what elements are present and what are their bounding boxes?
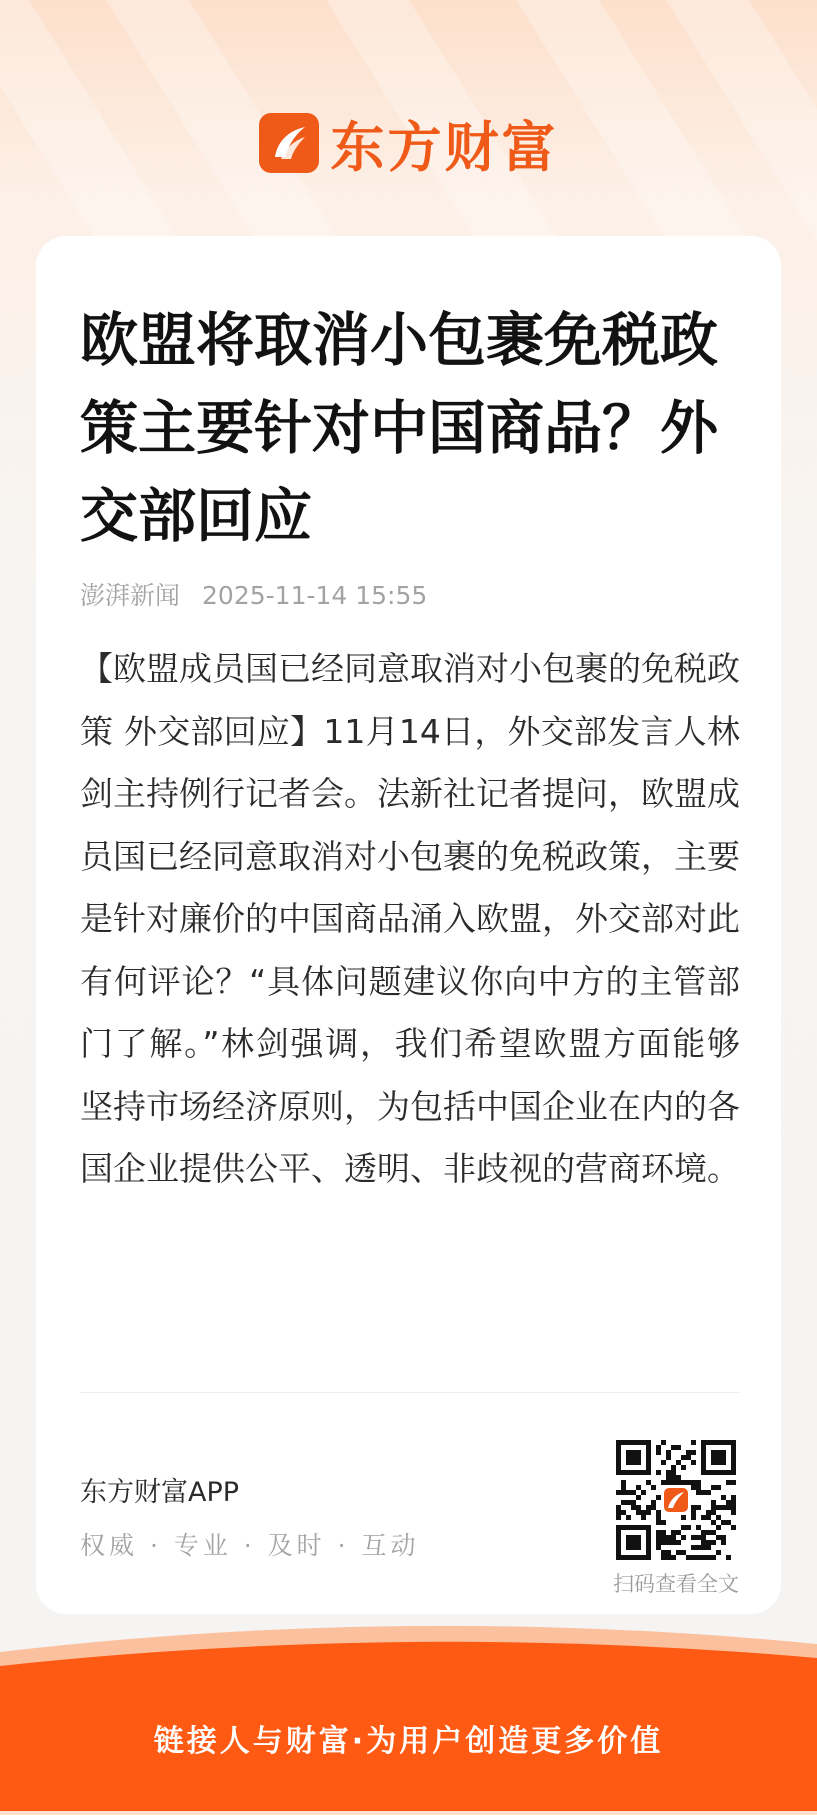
article-meta (80, 576, 427, 612)
footer-tagline: 链接人与财富·为用户创造更多价值 (153, 1724, 664, 1759)
article-source: 澎湃新闻 (80, 581, 181, 610)
eastmoney-logo-icon (259, 113, 319, 173)
article-datetime: 2025-11-14 15:55 (202, 581, 428, 610)
article-title: 欧盟将取消小包裹免税政策主要针对中国商品？外交部回应 (80, 306, 719, 550)
qr-code-icon[interactable] (616, 1440, 736, 1560)
brand-logo (0, 108, 817, 178)
article-card (36, 236, 781, 1614)
article-body: 【欧盟成员国已经同意取消对小包裹的免税政策 外交部回应】11月14日，外交部发言人林剑主持例行记者会。法新社记者提问，欧盟成员国已经同意取消对小包裹的免税政策，主要是针对廉价的中国商品涌入欧盟，外交部对此有何评论？“具体问题建议你向中方的主管部门了解。”林剑强调，我们希望欧盟方面能够坚持市场经济原则，为包括中国企业在内的各国企业提供公平、透明、非歧视的营商环境。 (80, 649, 740, 1188)
brand-name: 东方财富 (330, 115, 559, 179)
footer-banner (0, 1614, 817, 1811)
qr-caption: 扫码查看全文 (613, 1572, 739, 1596)
app-name: 东方财富APP (80, 1477, 240, 1508)
app-slogan: 权威 · 专业 · 及时 · 互动 (80, 1531, 420, 1560)
divider (80, 1392, 740, 1393)
